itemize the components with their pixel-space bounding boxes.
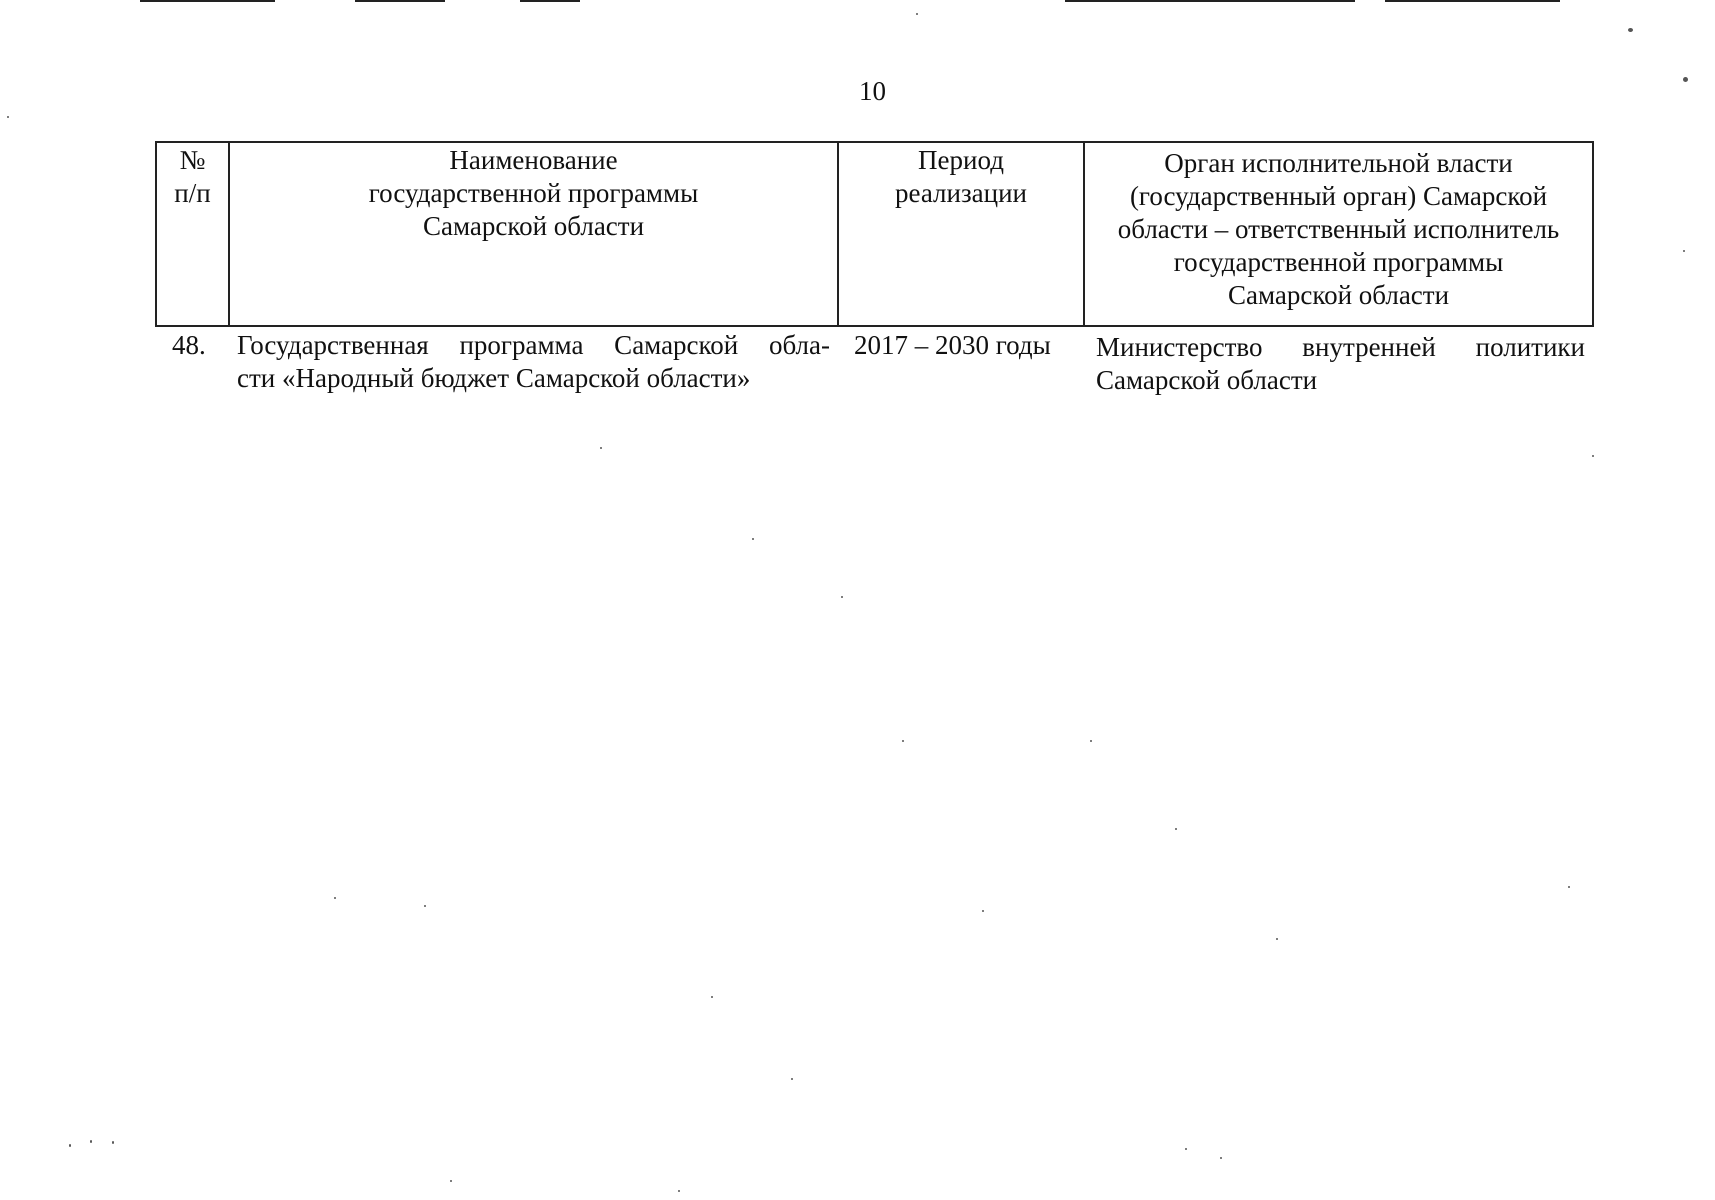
scan-speck — [1175, 828, 1177, 830]
header-executor — [1084, 142, 1593, 326]
executor-line: Министерство внутренней политики — [1096, 332, 1585, 362]
scan-speck — [841, 596, 843, 598]
scan-speck — [112, 1141, 114, 1144]
table-row — [156, 326, 1593, 397]
header-line: Самарской области — [422, 211, 645, 241]
scan-edge-line — [355, 0, 445, 2]
scan-speck — [7, 116, 9, 118]
program-name-line: сти «Народный бюджет Самарской области» — [237, 363, 751, 393]
header-line: Орган исполнительной власти — [1164, 148, 1513, 178]
scan-speck — [1568, 886, 1570, 888]
scan-edge-line — [520, 0, 580, 2]
scan-speck — [90, 1140, 92, 1143]
row-executor — [1084, 326, 1593, 397]
scan-speck — [1276, 938, 1278, 940]
header-line: Самарской области — [1227, 280, 1450, 310]
header-period — [838, 142, 1084, 326]
scan-speck — [1185, 1148, 1187, 1150]
row-program-name — [229, 326, 838, 397]
header-line: реализации — [895, 178, 1027, 208]
header-program-name — [229, 142, 838, 326]
scan-speck — [678, 1190, 680, 1192]
scan-speck — [791, 1078, 793, 1080]
scan-speck — [424, 905, 426, 907]
header-line: п/п — [174, 178, 211, 208]
executor-line: Самарской области — [1096, 365, 1318, 395]
scan-speck — [1628, 28, 1633, 32]
header-line: области – ответственный исполнитель — [1117, 214, 1560, 244]
scan-speck — [1592, 455, 1594, 457]
header-number — [156, 142, 229, 326]
scan-speck — [902, 740, 904, 742]
scan-speck — [982, 910, 984, 912]
scan-speck — [69, 1144, 71, 1147]
scan-speck — [1683, 250, 1685, 252]
header-line: (государственный орган) Самарской — [1129, 181, 1548, 211]
programs-table — [155, 141, 1594, 397]
scan-speck — [334, 897, 336, 899]
scan-edge-line — [140, 0, 275, 2]
table-header-row — [156, 142, 1593, 326]
row-period: 2017 – 2030 годы — [854, 330, 1051, 360]
scan-speck — [916, 13, 918, 15]
scan-speck — [600, 447, 602, 449]
scan-speck — [711, 996, 713, 998]
program-name-line: Государственная программа Самарской обла- — [237, 330, 830, 360]
scan-speck — [752, 538, 754, 540]
scan-edge-line — [1065, 0, 1355, 2]
page-number: 10 — [859, 76, 886, 106]
header-line: государственной программы — [1173, 247, 1504, 277]
scan-speck — [1220, 1157, 1222, 1159]
scan-speck — [450, 1180, 452, 1182]
row-number: 48. — [172, 330, 206, 360]
header-line: № — [179, 145, 206, 175]
scan-speck — [1090, 740, 1092, 742]
header-line: Наименование — [449, 145, 618, 175]
scan-edge-line — [1385, 0, 1560, 2]
header-line: государственной программы — [368, 178, 699, 208]
header-line: Период — [918, 145, 1004, 175]
